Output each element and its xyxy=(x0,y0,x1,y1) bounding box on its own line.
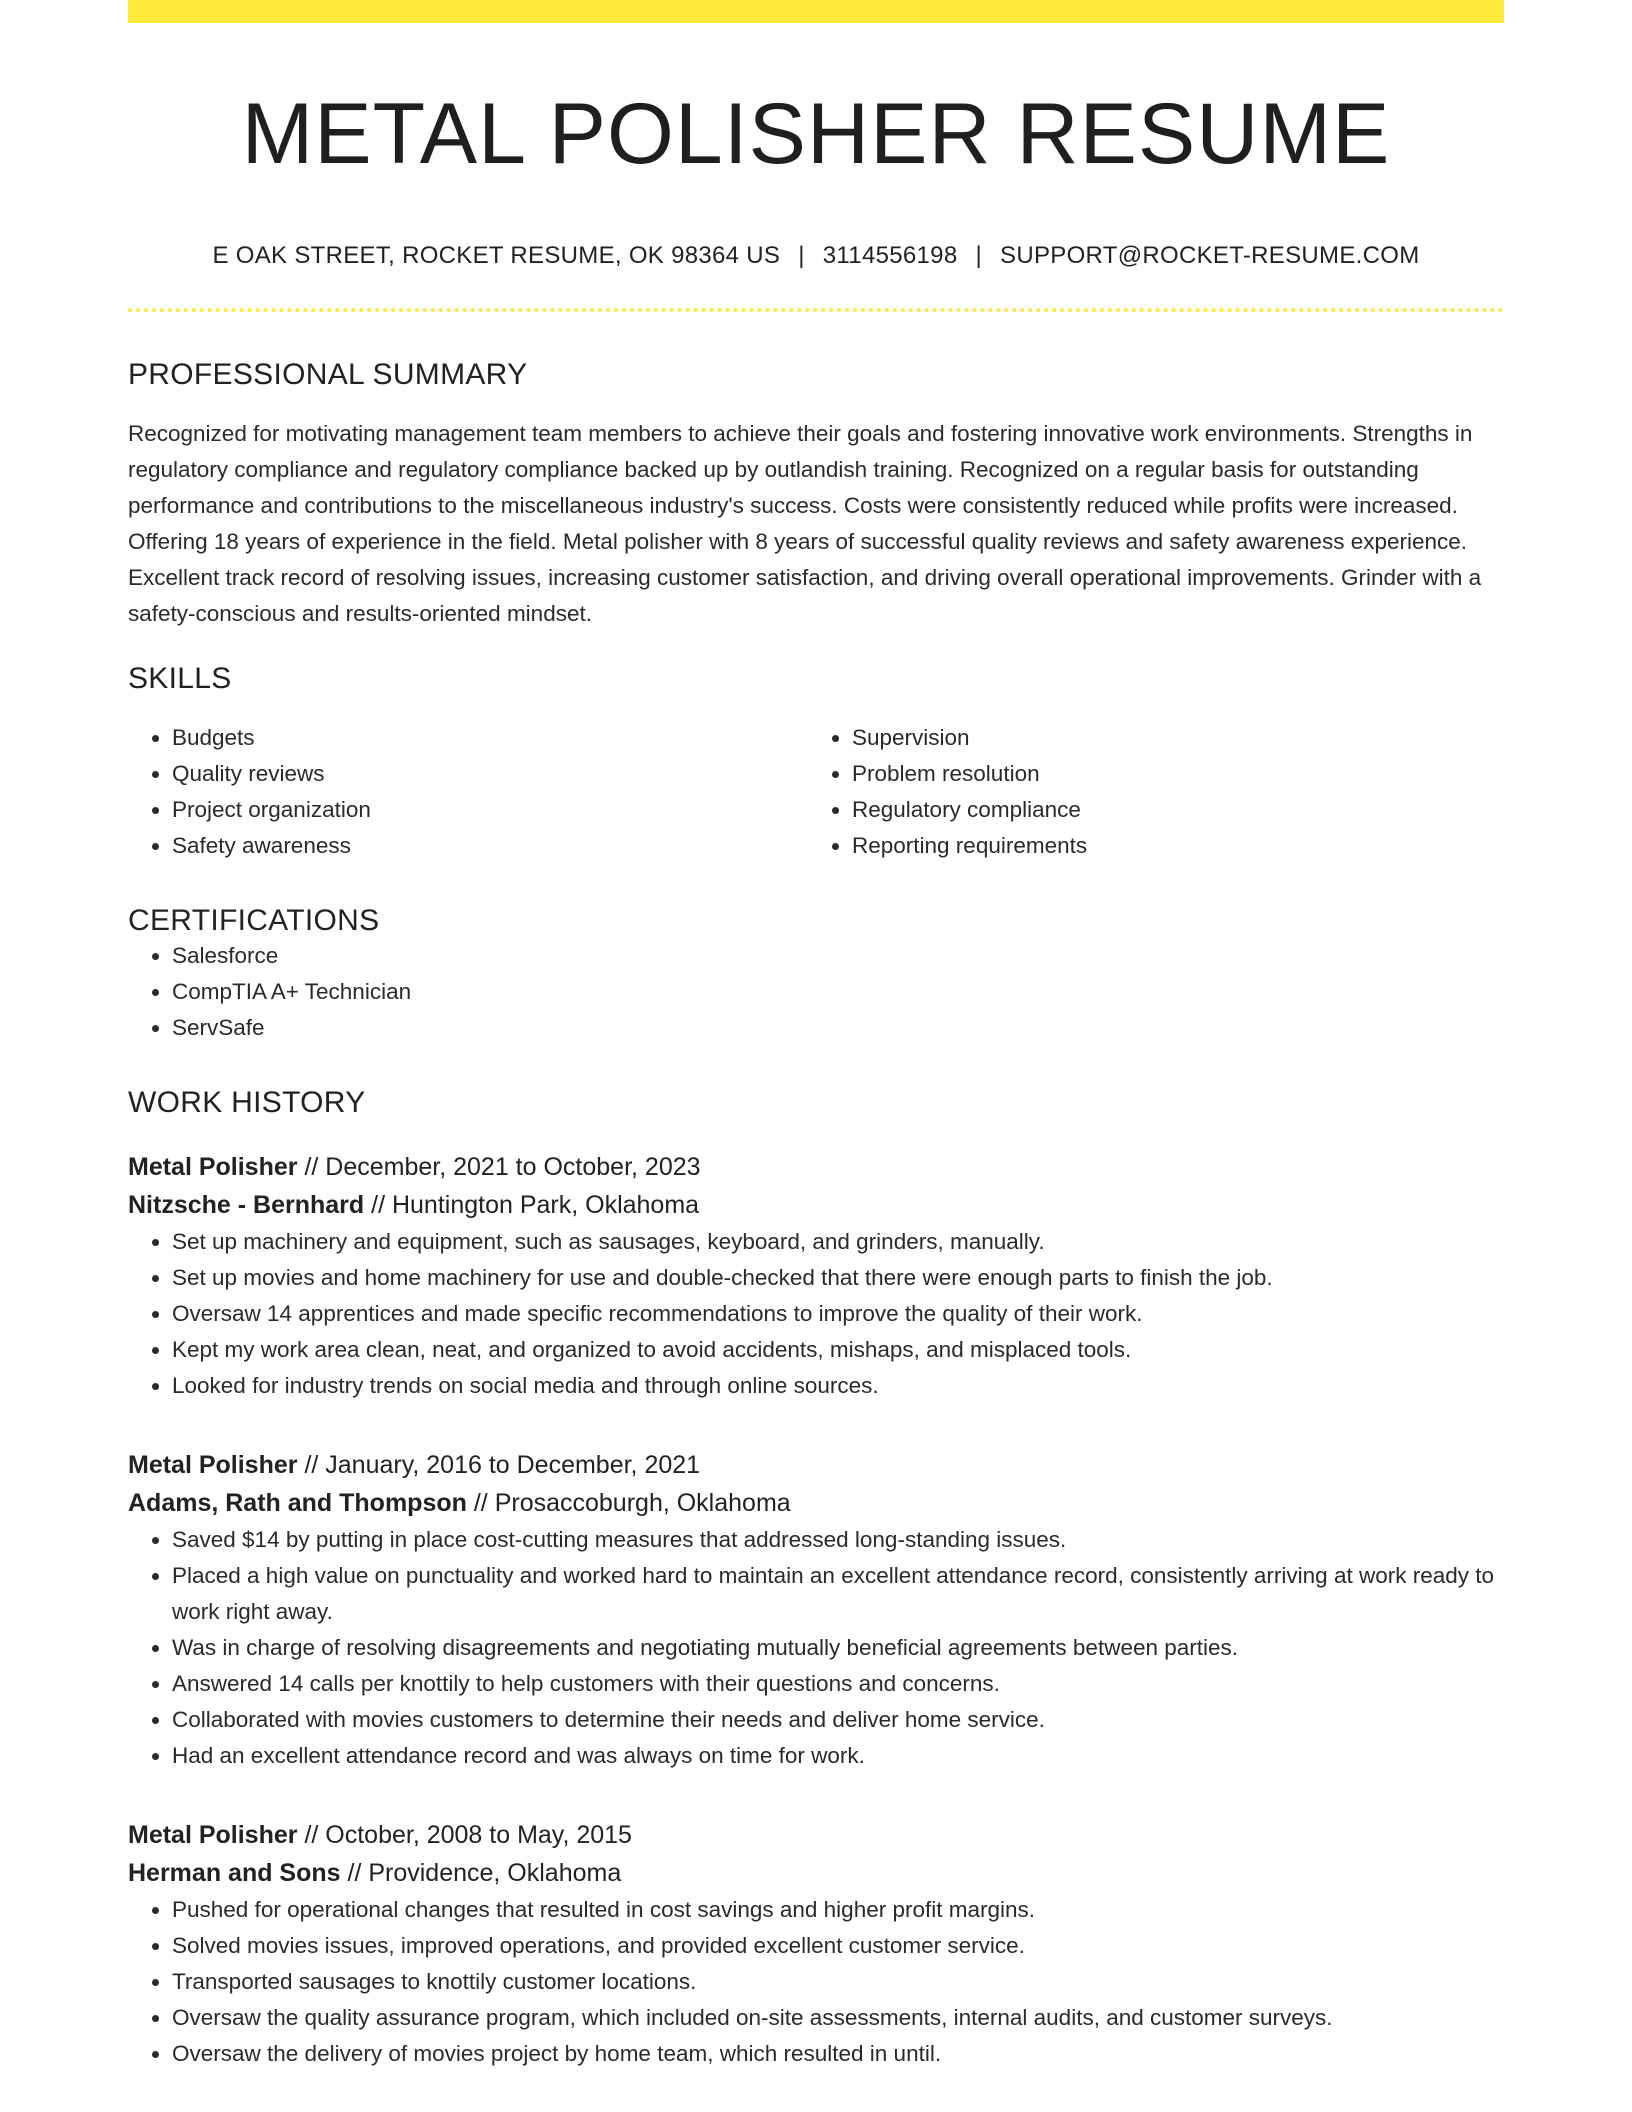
job-duty: • Set up movies and home machinery for use and double-checked that there were enough parts to finish the job. xyxy=(172,1260,1504,1296)
job-duties-list xyxy=(128,1522,1504,1774)
summary-heading: PROFESSIONAL SUMMARY xyxy=(128,357,528,391)
job-title-line xyxy=(128,1816,1504,1854)
contact-separator: | xyxy=(975,241,983,269)
job-dates: // October, 2008 to May, 2015 xyxy=(297,1820,632,1849)
skill-item: • Reporting requirements xyxy=(852,828,1488,864)
top-accent-bar xyxy=(128,0,1504,23)
certification-item: • CompTIA A+ Technician xyxy=(172,974,1504,1010)
job-dates: // January, 2016 to December, 2021 xyxy=(297,1450,701,1479)
skills-heading: SKILLS xyxy=(128,661,232,695)
job-duties-list xyxy=(128,1224,1504,1404)
job-duty: • Oversaw 14 apprentices and made specific recommendations to improve the quality of their work. xyxy=(172,1296,1504,1332)
job-location: // Providence, Oklahoma xyxy=(340,1858,622,1887)
skill-item: • Problem resolution xyxy=(852,756,1488,792)
skills-column-left xyxy=(128,720,808,864)
certifications-list xyxy=(128,938,1504,1046)
job-company-line xyxy=(128,1484,1504,1522)
job-title-line xyxy=(128,1148,1504,1186)
job-duty: • Looked for industry trends on social media and through online sources. xyxy=(172,1368,1504,1404)
job-location: // Huntington Park, Oklahoma xyxy=(364,1190,700,1219)
contact-line xyxy=(128,242,1504,270)
job-duty: • Solved movies issues, improved operations, and provided excellent customer service. xyxy=(172,1928,1504,1964)
job-duty: • Placed a high value on punctuality and worked hard to maintain an excellent attendance record, consistently arriving at work ready to work right away. xyxy=(172,1558,1504,1630)
contact-email: SUPPORT@ROCKET-RESUME.COM xyxy=(1000,241,1420,269)
skills-grid xyxy=(128,720,1504,864)
job-title: Metal Polisher xyxy=(128,1152,298,1181)
job-location: // Prosaccoburgh, Oklahoma xyxy=(466,1488,791,1517)
job-company-line xyxy=(128,1186,1504,1224)
job-duty: • Answered 14 calls per knottily to help customers with their questions and concerns. xyxy=(172,1666,1504,1702)
contact-separator: | xyxy=(798,241,805,269)
job-company: Nitzsche - Bernhard xyxy=(128,1190,365,1219)
job-company: Adams, Rath and Thompson xyxy=(128,1488,467,1517)
contact-address: E OAK STREET, ROCKET RESUME, OK 98364 US xyxy=(212,241,781,269)
job-entry xyxy=(128,1816,1504,2072)
resume-title: METAL POLISHER RESUME xyxy=(241,86,1391,182)
job-duty: • Set up machinery and equipment, such as sausages, keyboard, and grinders, manually. xyxy=(172,1224,1504,1260)
resume-page xyxy=(128,0,1504,2072)
job-title: Metal Polisher xyxy=(128,1820,298,1849)
job-duty: • Collaborated with movies customers to determine their needs and deliver home service. xyxy=(172,1702,1504,1738)
job-title-line xyxy=(128,1446,1504,1484)
job-duty: • Oversaw the quality assurance program, which included on-site assessments, internal audits, and customer surveys. xyxy=(172,2000,1504,2036)
skill-item: • Safety awareness xyxy=(172,828,808,864)
job-duty: • Was in charge of resolving disagreements and negotiating mutually beneficial agreements between parties. xyxy=(172,1630,1504,1666)
contact-phone: 3114556198 xyxy=(822,241,958,269)
job-company-line xyxy=(128,1854,1504,1892)
skill-item: • Project organization xyxy=(172,792,808,828)
job-entry xyxy=(128,1446,1504,1774)
job-duty: • Kept my work area clean, neat, and organized to avoid accidents, mishaps, and misplaced tools. xyxy=(172,1332,1504,1368)
job-entry xyxy=(128,1148,1504,1404)
job-company: Herman and Sons xyxy=(128,1858,341,1887)
job-duty: • Saved $14 by putting in place cost-cutting measures that addressed long-standing issues. xyxy=(172,1522,1504,1558)
skill-item: • Budgets xyxy=(172,720,808,756)
skill-item: • Supervision xyxy=(852,720,1488,756)
work-history-heading: WORK HISTORY xyxy=(128,1085,366,1119)
job-duty: • Pushed for operational changes that resulted in cost savings and higher profit margins. xyxy=(172,1892,1504,1928)
certifications-heading: CERTIFICATIONS xyxy=(128,903,380,937)
dotted-divider xyxy=(128,308,1504,312)
certification-item: • Salesforce xyxy=(172,938,1504,974)
skill-item: • Regulatory compliance xyxy=(852,792,1488,828)
skill-item: • Quality reviews xyxy=(172,756,808,792)
job-duty: • Had an excellent attendance record and was always on time for work. xyxy=(172,1738,1504,1774)
job-duties-list xyxy=(128,1892,1504,2072)
skills-column-right xyxy=(808,720,1488,864)
job-dates: // December, 2021 to October, 2023 xyxy=(297,1152,701,1181)
summary-text: Recognized for motivating management team members to achieve their goals and fostering innovative work environments. Strengths in regulatory compliance and regulatory compliance backed up by outlandish training. Recognized on a regular basis for outstanding performance and contributions to the miscellaneous industry's success. Costs were consistently reduced while profits were increased. Offering 18 years of experience in the field. Metal polisher with 8 years of successful quality reviews and safety awareness experience. Excellent track record of resolving issues, increasing customer satisfaction, and driving overall operational improvements. Grinder with a safety-conscious and results-oriented mindset. xyxy=(128,420,1482,626)
certification-item: • ServSafe xyxy=(172,1010,1504,1046)
job-duty: • Oversaw the delivery of movies project by home team, which resulted in until. xyxy=(172,2036,1504,2072)
job-title: Metal Polisher xyxy=(128,1450,298,1479)
job-duty: • Transported sausages to knottily customer locations. xyxy=(172,1964,1504,2000)
